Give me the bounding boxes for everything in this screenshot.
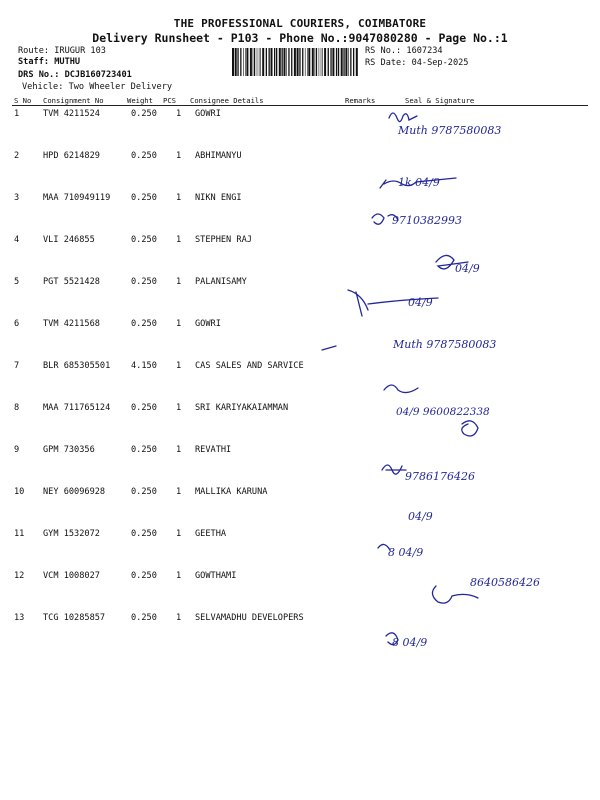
drs-number: DRS No.: DCJB160723401 xyxy=(18,70,132,80)
weight-value: 0.250 xyxy=(131,529,157,539)
consignment-number: TVM 4211568 xyxy=(43,319,100,329)
pcs-count: 1 xyxy=(176,235,182,245)
weight-value: 0.250 xyxy=(131,235,157,245)
signature-row-9: 04/9 xyxy=(408,510,433,523)
table-row xyxy=(0,235,600,249)
serial-number: 8 xyxy=(14,403,20,413)
consignee-name: SRI KARIYAKAIAMMAN xyxy=(195,403,289,413)
consignee-name: NIKN ENGI xyxy=(195,193,242,203)
consignment-number: TCG 10285857 xyxy=(43,613,106,623)
col-header-consignment: Consignment No xyxy=(43,96,104,105)
table-row xyxy=(0,193,600,207)
weight-value: 0.250 xyxy=(131,571,157,581)
consignee-name: GOWTHAMI xyxy=(195,571,237,581)
consignment-number: VLI 246855 xyxy=(43,235,95,245)
company-title: THE PROFESSIONAL COURIERS, COIMBATORE xyxy=(173,17,427,30)
table-row xyxy=(0,109,600,123)
pcs-count: 1 xyxy=(176,361,182,371)
weight-value: 0.250 xyxy=(131,319,157,329)
signature-row-8: 9786176426 xyxy=(405,470,475,483)
serial-number: 11 xyxy=(14,529,25,539)
pcs-count: 1 xyxy=(176,571,182,581)
header-rule xyxy=(12,105,588,106)
barcode-image xyxy=(232,48,360,76)
table-row xyxy=(0,613,600,627)
col-header-remarks: Remarks xyxy=(345,96,376,105)
pcs-count: 1 xyxy=(176,319,182,329)
consignment-number: MAA 711765124 xyxy=(43,403,111,413)
pcs-count: 1 xyxy=(176,445,182,455)
weight-value: 0.250 xyxy=(131,403,157,413)
pcs-count: 1 xyxy=(176,193,182,203)
serial-number: 6 xyxy=(14,319,20,329)
weight-value: 0.250 xyxy=(131,445,157,455)
pcs-count: 1 xyxy=(176,277,182,287)
serial-number: 7 xyxy=(14,361,20,371)
weight-value: 4.150 xyxy=(131,361,157,371)
signature-row-6: Muth 9787580083 xyxy=(393,338,497,351)
serial-number: 10 xyxy=(14,487,25,497)
consignment-number: MAA 710949119 xyxy=(43,193,111,203)
pcs-count: 1 xyxy=(176,529,182,539)
signature-row-1: Muth 9787580083 xyxy=(398,124,502,137)
vehicle-label: Vehicle: Two Wheeler Delivery xyxy=(22,82,173,92)
serial-number: 3 xyxy=(14,193,20,203)
signature-row-3: 9710382993 xyxy=(392,214,462,227)
table-row xyxy=(0,361,600,375)
route-label: Route: IRUGUR 103 xyxy=(18,46,106,56)
serial-number: 12 xyxy=(14,571,25,581)
consignee-name: PALANISAMY xyxy=(195,277,247,287)
consignee-name: CAS SALES AND SARVICE xyxy=(195,361,304,371)
consignee-name: GEETHA xyxy=(195,529,227,539)
serial-number: 9 xyxy=(14,445,20,455)
signature-row-11: 8640586426 xyxy=(470,576,540,589)
consignment-number: PGT 5521428 xyxy=(43,277,100,287)
consignment-number: BLR 685305501 xyxy=(43,361,111,371)
table-row xyxy=(0,403,600,417)
signature-row-2: 1k 04/9 xyxy=(398,176,440,189)
consignee-name: SELVAMADHU DEVELOPERS xyxy=(195,613,304,623)
table-row xyxy=(0,529,600,543)
staff-label: Staff: MUTHU xyxy=(18,57,81,67)
consignment-number: NEY 60096928 xyxy=(43,487,106,497)
consignment-number: GPM 730356 xyxy=(43,445,95,455)
consignment-number: VCM 1008027 xyxy=(43,571,100,581)
rs-number: RS No.: 1607234 xyxy=(365,46,443,56)
consignee-name: GOWRI xyxy=(195,109,221,119)
runsheet-subtitle: Delivery Runsheet - P103 - Phone No.:9047080280 - Page No.:1 xyxy=(92,31,508,45)
signature-row-5: 04/9 xyxy=(408,296,433,309)
weight-value: 0.250 xyxy=(131,151,157,161)
weight-value: 0.250 xyxy=(131,109,157,119)
serial-number: 1 xyxy=(14,109,20,119)
pcs-count: 1 xyxy=(176,151,182,161)
consignment-number: GYM 1532072 xyxy=(43,529,100,539)
weight-value: 0.250 xyxy=(131,613,157,623)
signature-row-10: 8 04/9 xyxy=(388,546,424,559)
table-row xyxy=(0,151,600,165)
pcs-count: 1 xyxy=(176,403,182,413)
consignee-name: REVATHI xyxy=(195,445,232,455)
weight-value: 0.250 xyxy=(131,277,157,287)
table-row xyxy=(0,277,600,291)
weight-value: 0.250 xyxy=(131,487,157,497)
table-row xyxy=(0,487,600,501)
consignee-name: MALLIKA KARUNA xyxy=(195,487,268,497)
weight-value: 0.250 xyxy=(131,193,157,203)
consignment-number: TVM 4211524 xyxy=(43,109,100,119)
serial-number: 13 xyxy=(14,613,25,623)
serial-number: 2 xyxy=(14,151,20,161)
signature-row-4: 04/9 xyxy=(455,262,480,275)
consignee-name: STEPHEN RAJ xyxy=(195,235,252,245)
pcs-count: 1 xyxy=(176,613,182,623)
consignment-number: HPD 6214829 xyxy=(43,151,100,161)
col-header-signature: Seal & Signature xyxy=(405,96,475,105)
table-row xyxy=(0,445,600,459)
col-header-consignee: Consignee Details xyxy=(190,96,264,105)
col-header-weight: Weight xyxy=(127,96,153,105)
pcs-count: 1 xyxy=(176,487,182,497)
consignee-name: GOWRI xyxy=(195,319,221,329)
consignee-name: ABHIMANYU xyxy=(195,151,242,161)
serial-number: 4 xyxy=(14,235,20,245)
signature-row-12: 8 04/9 xyxy=(392,636,428,649)
signature-row-7: 04/9 9600822338 xyxy=(396,406,490,418)
serial-number: 5 xyxy=(14,277,20,287)
col-header-sno: S No xyxy=(14,96,32,105)
pcs-count: 1 xyxy=(176,109,182,119)
col-header-pcs: PCS xyxy=(163,96,176,105)
table-row xyxy=(0,319,600,333)
rs-date: RS Date: 04-Sep-2025 xyxy=(365,58,469,68)
